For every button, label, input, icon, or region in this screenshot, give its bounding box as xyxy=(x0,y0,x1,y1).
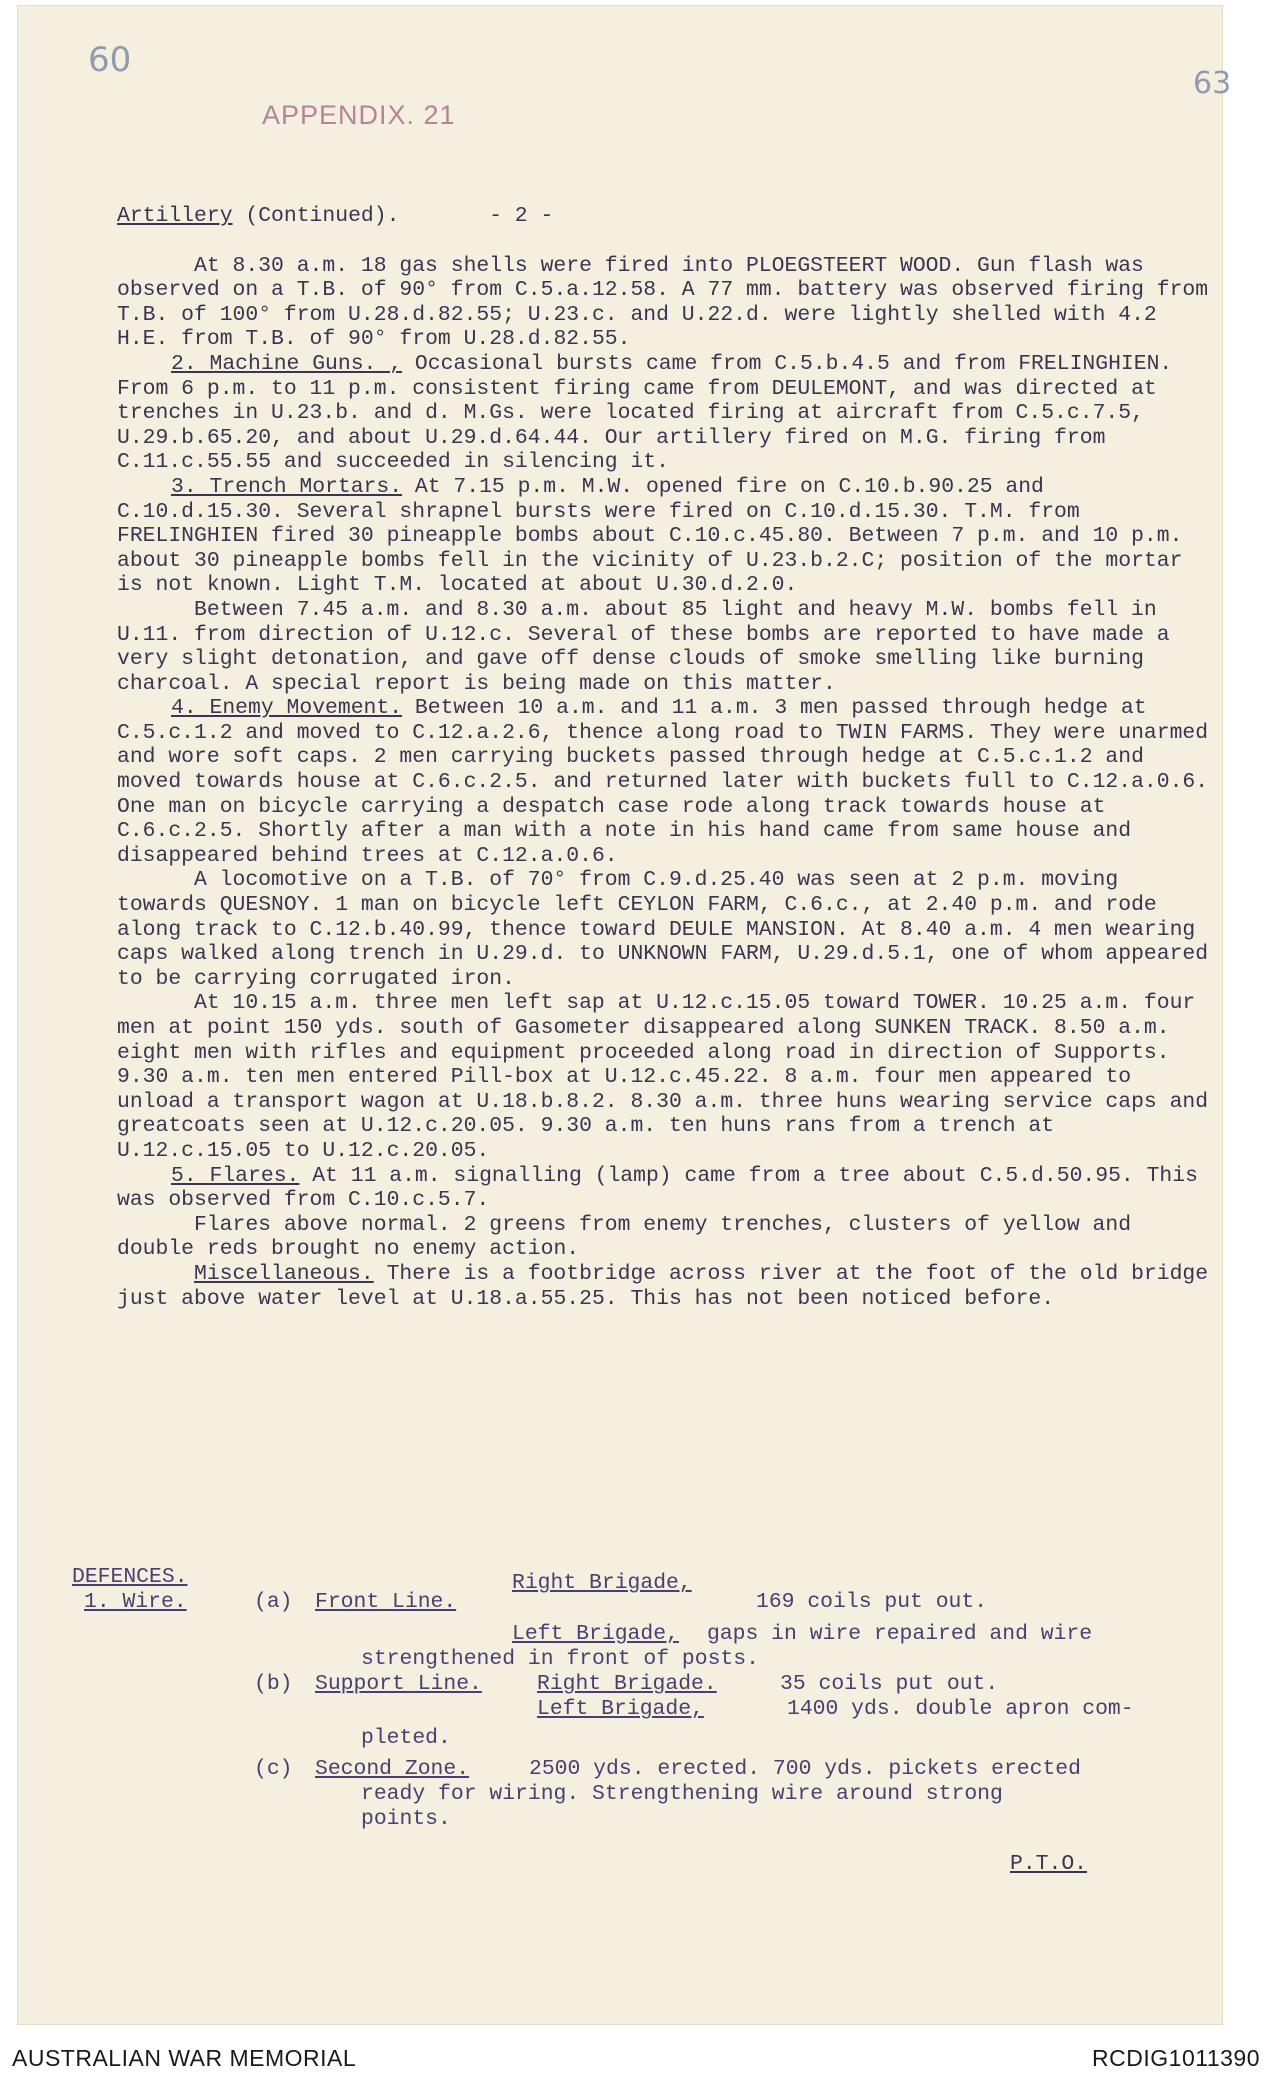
defences-title: DEFENCES. xyxy=(72,1565,188,1589)
support-left-text: 1400 yds. double apron com- xyxy=(787,1697,1134,1721)
report-body xyxy=(117,204,1212,1311)
support-left-brigade: Left Brigade, xyxy=(537,1697,704,1721)
defences-section xyxy=(72,1565,1222,1832)
front-line-title: Front Line. xyxy=(315,1590,457,1614)
front-right-brigade: Right Brigade, xyxy=(512,1571,692,1595)
front-left-brigade: Left Brigade, xyxy=(512,1622,679,1646)
front-left-text-cont: strengthened in front of posts. xyxy=(361,1647,759,1671)
appendix-stamp: APPENDIX. 21 xyxy=(262,100,456,130)
section-title: Artillery xyxy=(117,204,233,228)
second-zone-text-end: points. xyxy=(361,1807,451,1831)
front-left-text: gaps in wire repaired and wire xyxy=(707,1622,1093,1646)
footer-reference-code: RCDIG1011390 xyxy=(1092,2045,1260,2071)
paragraph-flares: 5. Flares. At 11 a.m. signalling (lamp) came from a tree about C.5.d.50.95. This was observed from C.10.c.5.7. xyxy=(117,1163,1198,1213)
paragraph-gas-shells: At 8.30 a.m. 18 gas shells were fired into PLOEGSTEERT WOOD. Gun flash was observed on a T.B. of 90° from C.5.a.12.58. A 77 mm. battery was observed firing from T.B. of 100° from U.28.d.82.55; U.23.c. and U.22.d. were lightly shelled with 4.2 H.E. from T.B. of 90° from U.28.d.82.55. xyxy=(117,253,1209,352)
second-zone-text-cont: ready for wiring. Strengthening wire around strong xyxy=(361,1782,1003,1806)
paragraph-machine-guns: 2. Machine Guns. , Occasional bursts came from C.5.b.4.5 and from FRELINGHIEN. From 6 p.m. to 11 p.m. consistent firing came from DEULEMONT, and was directed at trenches in U.23.b. and d. M.Gs. were located firing at aircraft from C.5.c.7.5, U.29.b.65.20, and about U.29.d.64.44. Our artillery fired on M.G. firing from C.11.c.55.55 and succeeded in silencing it. xyxy=(117,351,1173,475)
paragraph-locomotive: A locomotive on a T.B. of 70° from C.9.d.25.40 was seen at 2 p.m. moving towards QUESNOY. 1 man on bicycle left CEYLON FARM, C.6.c., at 2.40 p.m. and rode along track to C.12.b.40.99, thence toward DEULE MANSION. At 8.40 a.m. 4 men wearing caps walked along trench in U.29.d. to UNKNOWN FARM, U.29.d.5.1, one of whom appeared to be carrying corrugated iron. xyxy=(117,868,1209,991)
paragraph-trench-mortars: 3. Trench Mortars. At 7.15 p.m. M.W. opened fire on C.10.b.90.25 and C.10.d.15.30. Several shrapnel bursts were fired on C.10.d.15.30. T.M. from FRELINGHIEN fired 30 pineapple bombs about C.10.c.45.80. Between 7 p.m. and 10 p.m. about 30 pineapple bombs fell in the vicinity of U.23.b.2.C; position of the mortar is not known. Light T.M. located at about U.30.d.2.0. xyxy=(117,474,1183,598)
support-left-text-cont: pleted. xyxy=(361,1726,451,1750)
heading-miscellaneous: Miscellaneous. xyxy=(194,1261,374,1286)
front-right-text: 169 coils put out. xyxy=(756,1590,988,1614)
page-number: - 2 - xyxy=(489,204,554,228)
paragraph-mw-bombs: Between 7.45 a.m. and 8.30 a.m. about 85 light and heavy M.W. bombs fell in U.11. from direction of U.12.c. Several of these bombs are reported to have made a very slight detonation, and gave off dense clouds of smoke smelling like burning charcoal. A special report is being made on this matter. xyxy=(117,597,1170,696)
please-turn-over: P.T.O. xyxy=(1010,1852,1088,1876)
section-continued: (Continued). xyxy=(245,204,400,228)
support-right-text: 35 coils put out. xyxy=(780,1672,999,1696)
heading-machine-guns: 2. Machine Guns. , xyxy=(171,351,403,376)
paragraph-enemy-movement: 4. Enemy Movement. Between 10 a.m. and 11 a.m. 3 men passed through hedge at C.5.c.1.2 and moved to C.12.a.2.6, thence along road to TWIN FARMS. They were unarmed and wore soft caps. 2 men carrying buckets passed through hedge at C.5.c.1.2 and moved towards house at C.6.c.2.5. and returned later with buckets full to C.12.a.0.6. One man on bicycle carrying a despatch case rode along track towards house at C.6.c.2.5. Shortly after a man with a note in his hand came from same house and disappeared behind trees at C.12.a.0.6. xyxy=(117,696,1209,868)
wire-heading: 1. Wire. xyxy=(84,1590,187,1614)
paragraph-flares-normal: Flares above normal. 2 greens from enemy trenches, clusters of yellow and double reds brought no enemy action. xyxy=(117,1212,1132,1262)
heading-flares: 5. Flares. xyxy=(171,1163,300,1188)
label-a: (a) xyxy=(254,1590,293,1614)
heading-trench-mortars: 3. Trench Mortars. xyxy=(171,474,403,499)
paragraph-huns: At 10.15 a.m. three men left sap at U.12.c.15.05 toward TOWER. 10.25 a.m. four men at point 150 yds. south of Gasometer disappeared along SUNKEN TRACK. 8.50 a.m. eight men with rifles and equipment proceeded along road in direction of Supports. 9.30 a.m. ten men entered Pill-box at U.12.c.45.22. 8 a.m. four men appeared to unload a transport wagon at U.18.b.8.2. 8.30 a.m. three huns wearing service caps and greatcoats seen at U.12.c.20.05. 9.30 a.m. ten huns rans from a trench at U.12.c.15.05 to U.12.c.20.05. xyxy=(117,991,1209,1163)
support-right-brigade: Right Brigade. xyxy=(537,1672,717,1696)
section-header xyxy=(117,204,1212,229)
paragraph-miscellaneous: Miscellaneous. There is a footbridge across river at the foot of the old bridge just above water level at U.18.a.55.25. This has not been noticed before. xyxy=(117,1261,1209,1311)
second-zone-title: Second Zone. xyxy=(315,1757,470,1781)
label-b: (b) xyxy=(254,1672,293,1696)
label-c: (c) xyxy=(254,1757,293,1781)
footer-archive-name: AUSTRALIAN WAR MEMORIAL xyxy=(12,2045,357,2071)
heading-enemy-movement: 4. Enemy Movement. xyxy=(171,696,403,721)
folio-number-right: 63 xyxy=(1193,66,1232,101)
second-zone-text: 2500 yds. erected. 700 yds. pickets erected xyxy=(529,1757,1081,1781)
folio-number-left: 60 xyxy=(88,40,132,80)
support-line-title: Support Line. xyxy=(315,1672,482,1696)
